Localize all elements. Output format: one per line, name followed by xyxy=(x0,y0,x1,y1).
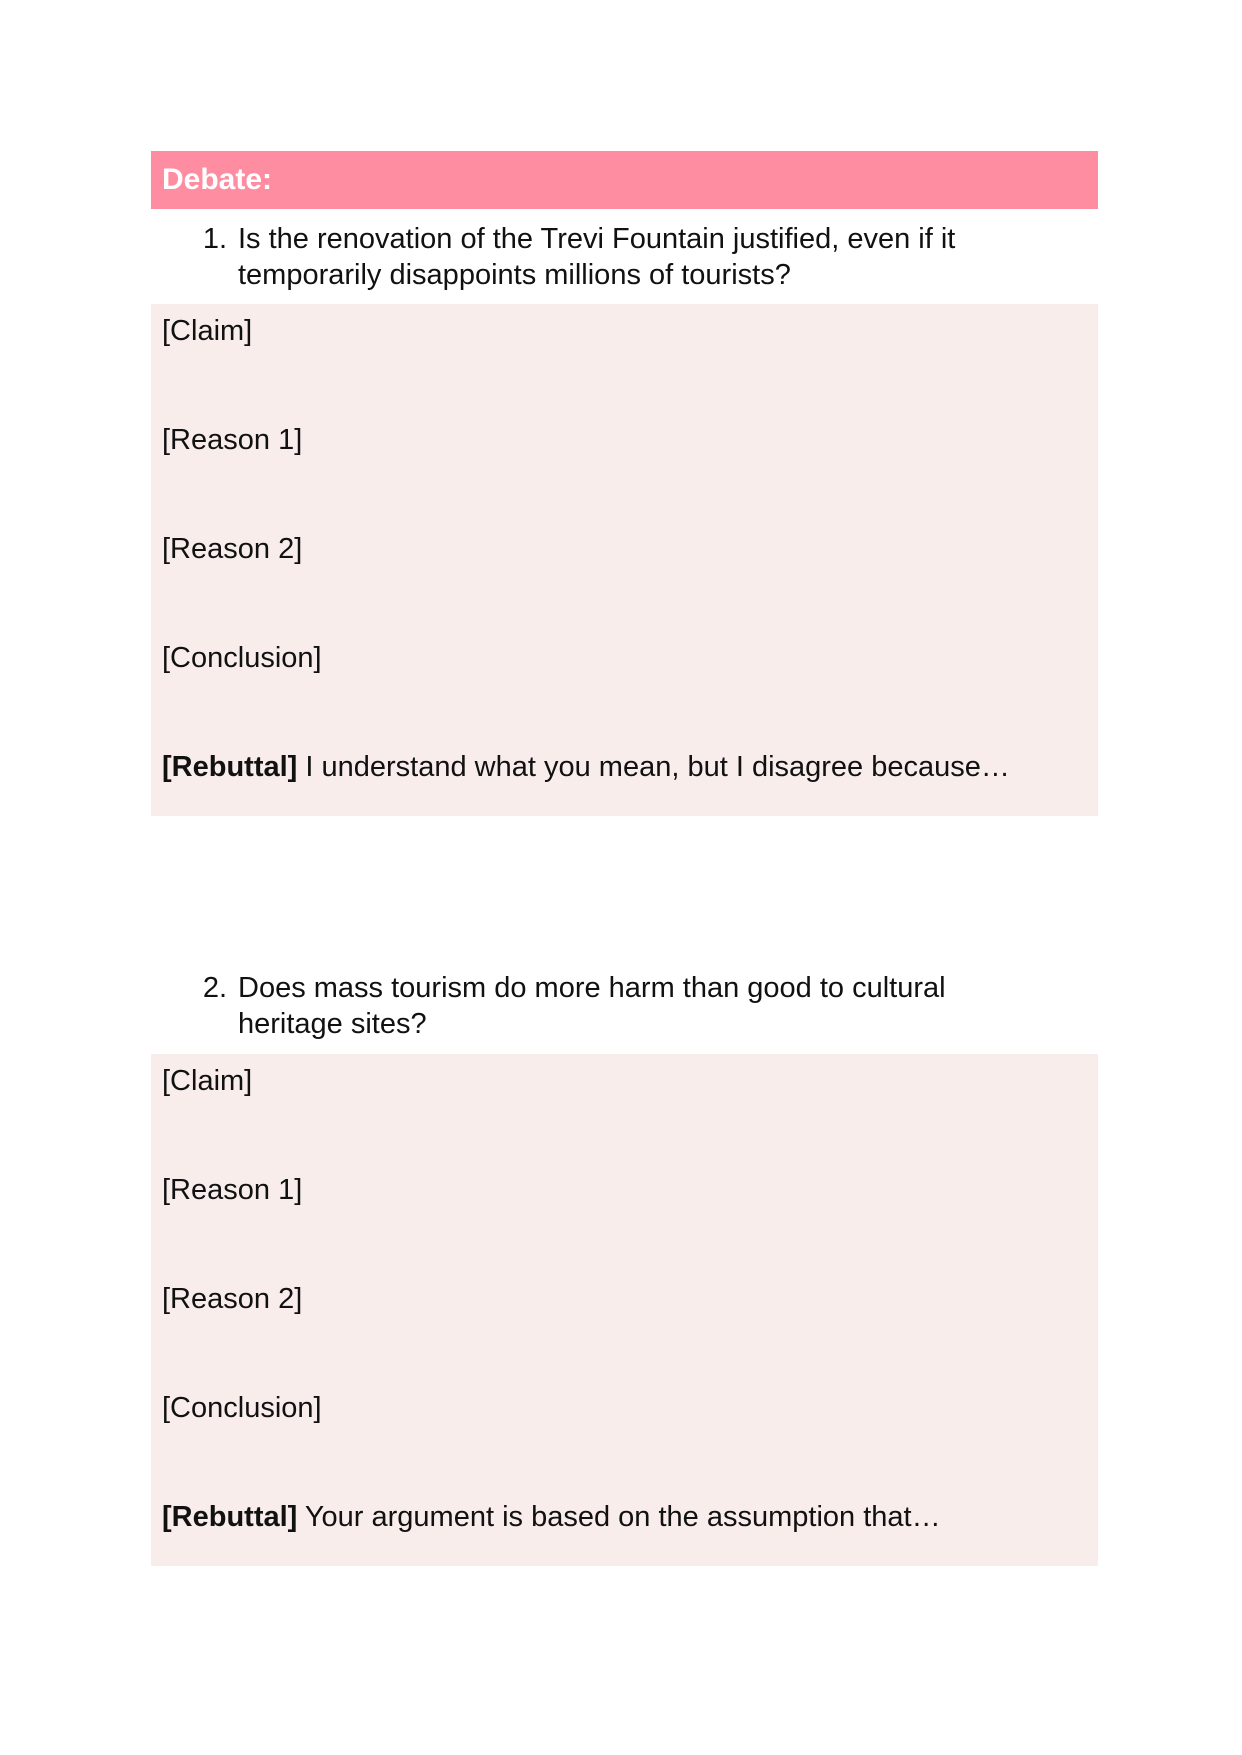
answer-box-2 xyxy=(151,1054,1098,1566)
reason-1-prompt: [Reason 1] xyxy=(162,1174,303,1206)
conclusion-prompt: [Conclusion] xyxy=(162,642,322,674)
rebuttal-line xyxy=(162,1499,941,1535)
rebuttal-label: [Rebuttal] xyxy=(162,1501,298,1533)
question-number: 2. xyxy=(202,972,227,1004)
reason-2-prompt: [Reason 2] xyxy=(162,533,303,565)
debate-header xyxy=(151,151,1098,209)
question-text: Is the renovation of the Trevi Fountain justified, even if it temporarily disappoints millions of tourists? xyxy=(238,223,956,291)
question-number: 1. xyxy=(202,223,227,255)
reason-1-prompt: [Reason 1] xyxy=(162,424,303,456)
answer-box-1 xyxy=(151,304,1098,816)
claim-prompt: [Claim] xyxy=(162,1065,253,1097)
conclusion-prompt: [Conclusion] xyxy=(162,1392,322,1424)
claim-prompt: [Claim] xyxy=(162,315,253,347)
rebuttal-text: I understand what you mean, but I disagree because… xyxy=(297,751,1010,783)
rebuttal-line xyxy=(162,749,1010,785)
rebuttal-text: Your argument is based on the assumption that… xyxy=(297,1501,941,1533)
rebuttal-label: [Rebuttal] xyxy=(162,751,298,783)
page-title: Debate: xyxy=(162,163,273,196)
question-text: Does mass tourism do more harm than good to cultural heritage sites? xyxy=(238,972,946,1040)
reason-2-prompt: [Reason 2] xyxy=(162,1283,303,1315)
question-2 xyxy=(151,970,1098,1042)
question-1 xyxy=(151,221,1098,293)
